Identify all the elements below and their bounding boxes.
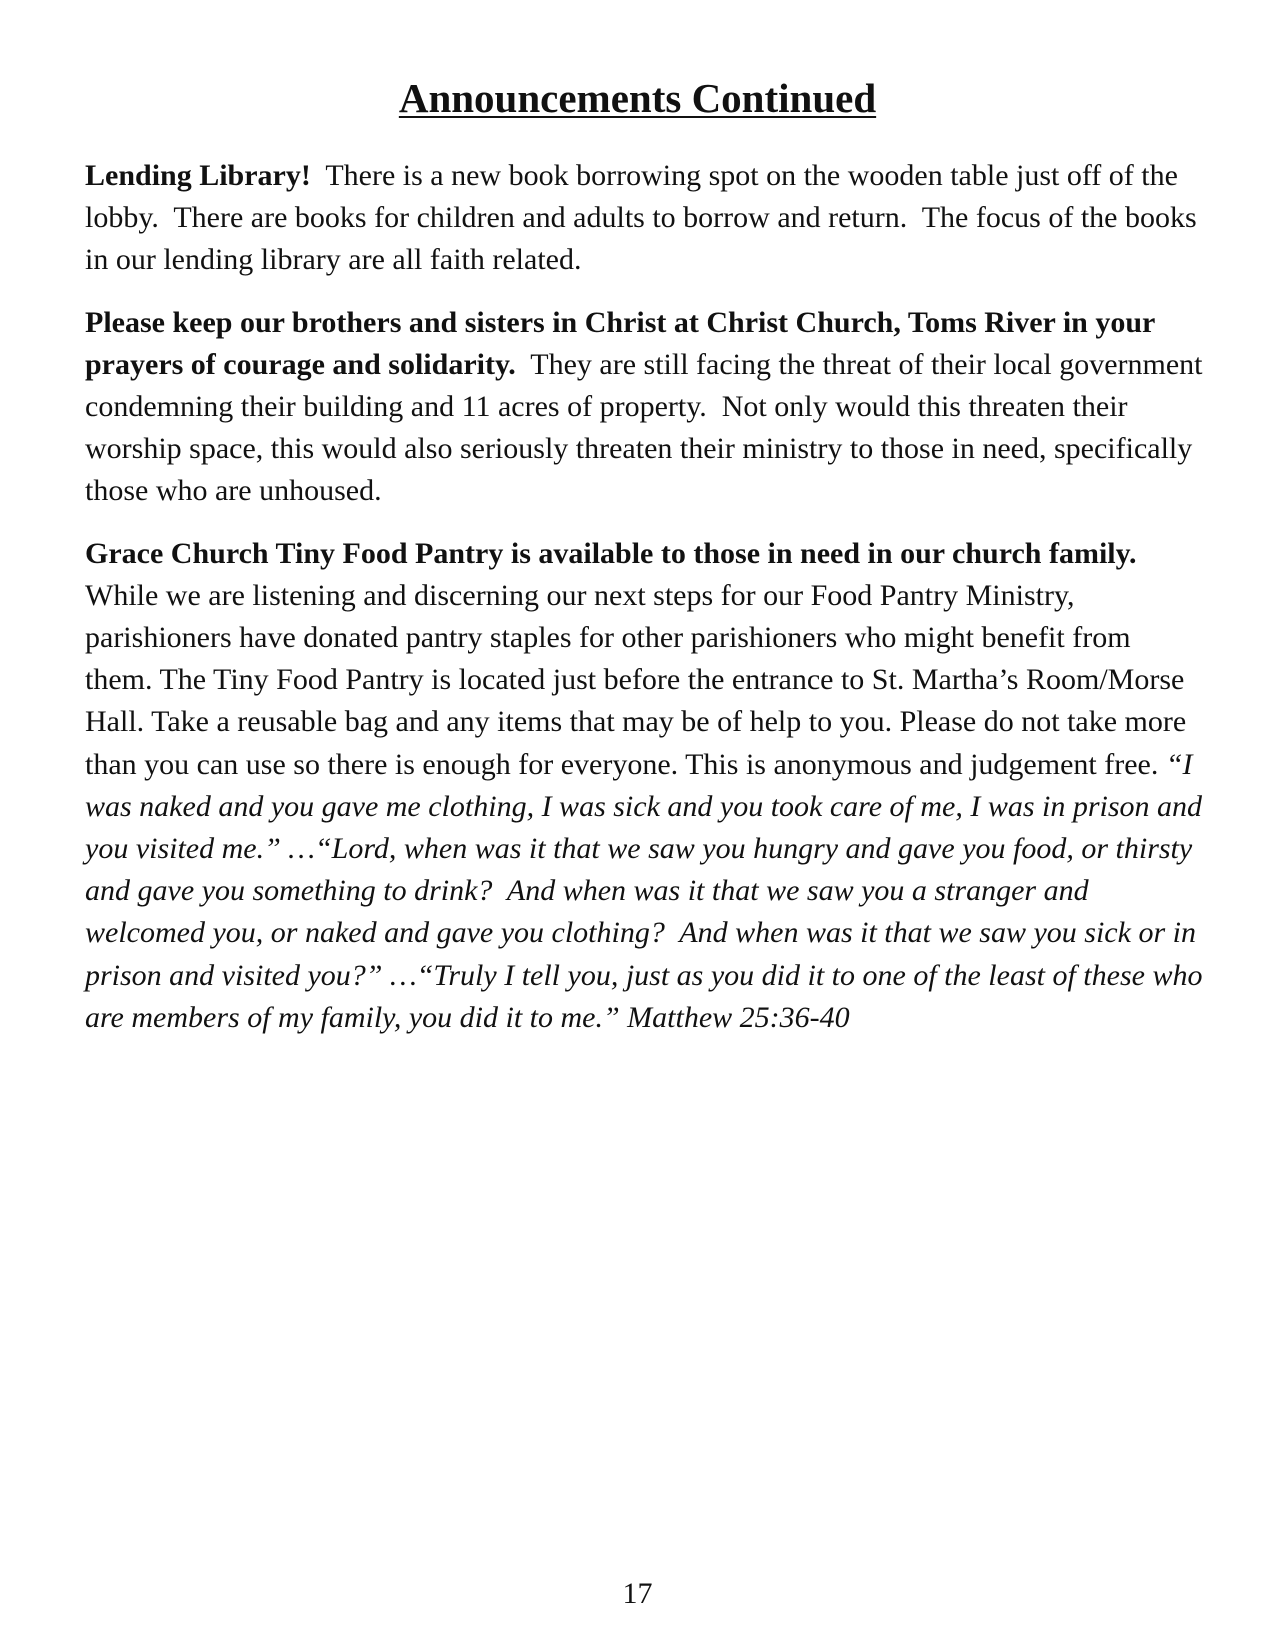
page-number: 17 [622,1577,653,1610]
scripture-quote: “I was naked and you gave me clothing, I was sick and you took care of me, I was in prison and you visited me.” …“Lord, when was it that we saw you hungry and gave you food, or thirsty and gave you something to drink? And when was it that we saw you a stranger and welcomed you, or naked and gave you clothing? And when was it that we saw you sick or in prison and visited you?” …“Truly I tell you, just as you did it to one of the least of these who are members of my family, you did it to me.” Matthew 25:36-40 [85,747,1203,1034]
announcement-lead: Grace Church Tiny Food Pantry is available to those in need in our church family. [85,536,1137,570]
announcement-tiny-food-pantry [85,533,1205,1039]
announcement-lead: Lending Library! [85,159,311,192]
announcement-christ-church-prayers [85,302,1205,513]
announcement-body: There is a new book borrowing spot on the wooden table just off of the lobby. There are books for children and adults to borrow and return. The focus of the books in our lending library are all faith related. [85,159,1197,277]
announcement-lead: Please keep our brothers and sisters in Christ at Christ Church, Toms River in your prayers of courage and solidarity. [85,305,1155,381]
announcements-body [85,155,1205,1059]
page-title: Announcements Continued [398,75,877,121]
announcement-body: While we are listening and discerning our next steps for our Food Pantry Ministry, parishioners have donated pantry staples for other parishioners who might benefit from them. The Tiny Food Pantry is located just before the entrance to St. Martha’s Room/Morse Hall. Take a reusable bag and any items that may be of help to you. Please do not take more than you can use so there is enough for everyone. This is anonymous and judgement free. [85,578,1187,781]
announcement-body: They are still facing the threat of their local government condemning their building and 11 acres of property. Not only would this threaten their worship space, this would also seriously threaten their ministry to those in need, specifically those who are unhoused. [85,347,1203,508]
announcement-lending-library [85,155,1205,282]
